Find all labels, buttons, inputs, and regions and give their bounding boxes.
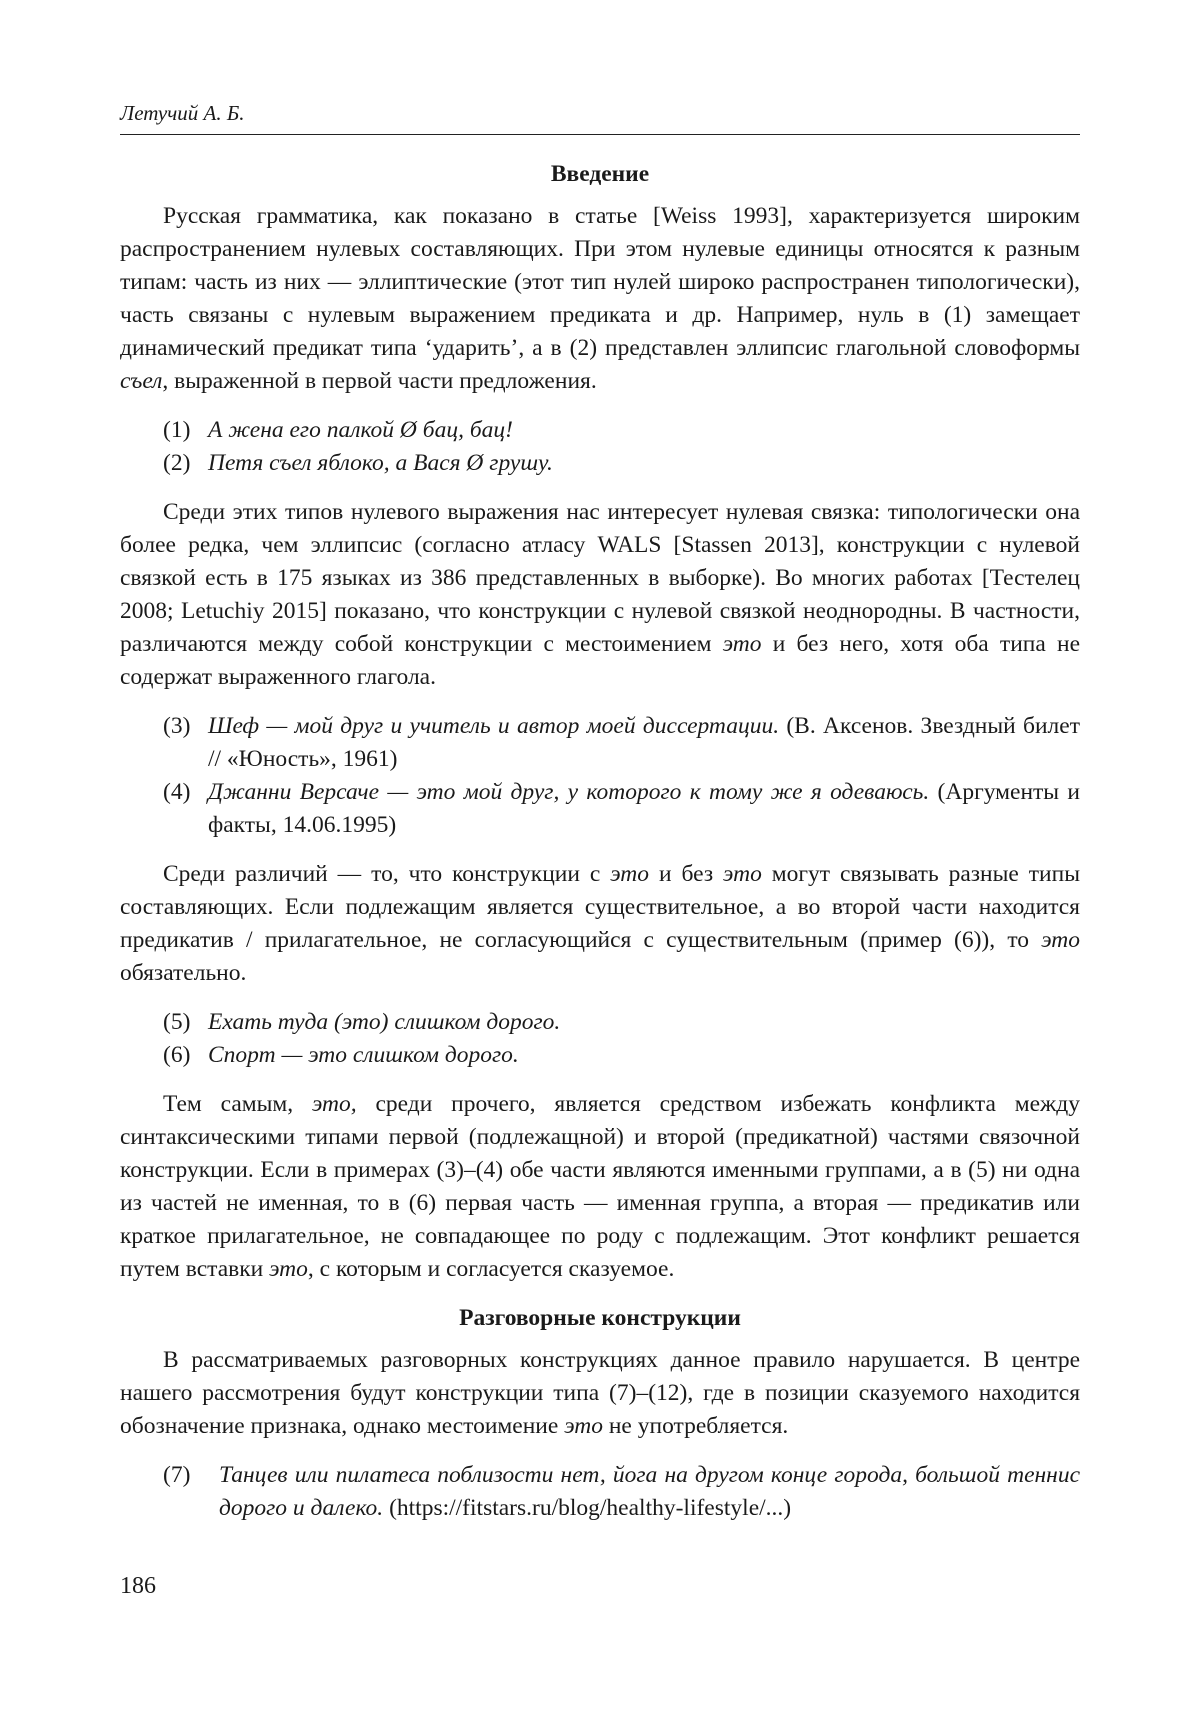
example-number: (4) xyxy=(163,779,191,805)
example-text: Спорт — это слишком дорого. xyxy=(208,1042,519,1068)
example-number: (5) xyxy=(163,1009,191,1035)
running-head: Летучий А. Б. xyxy=(120,101,245,125)
section-title-intro: Введение xyxy=(550,161,650,187)
example-number: (2) xyxy=(163,450,191,476)
example-2 xyxy=(120,447,1080,480)
example-3 xyxy=(120,710,1080,776)
example-text: Шеф — мой друг и учитель и автор моей диссертации. xyxy=(208,713,780,739)
example-7 xyxy=(120,1459,1080,1525)
example-text: Ехать туда (это) слишком дорого. xyxy=(208,1009,561,1035)
example-text: Петя съел яблоко, а Вася Ø грушу. xyxy=(208,450,553,476)
page-body xyxy=(120,158,1080,1525)
example-text: Танцев или пилатеса поблизости нет, йога на другом конце города, большой теннис дорого и далеко. xyxy=(219,1462,1080,1521)
paragraph-colloquial-1: В рассматриваемых разговорных конструкциях данное правило нарушается. В центре нашего рассмотрения будут конструкции типа (7)–(12), где в позиции сказуемого находится обозначение признака, однако местоимение это не употребляется. xyxy=(120,1347,1080,1439)
example-5 xyxy=(120,1006,1080,1039)
paragraph-intro-1: Русская грамматика, как показано в статье [Weiss 1993], характеризуется широким распространением нулевых составляющих. При этом нулевые единицы относятся к разным типам: часть из них — эллиптические (этот тип нулей широко распространен типологически), часть связаны с нулевым выражением предиката и др. Например, нуль в (1) замещает динамический предикат типа ‘ударить’, а в (2) представлен эллипсис глагольной словоформы съел, выраженной в первой части предложения. xyxy=(120,203,1080,394)
example-source: (https://fitstars.ru/blog/healthy-lifestyle/...) xyxy=(383,1495,792,1521)
example-1 xyxy=(120,414,1080,447)
section-title-colloquial: Разговорные конструкции xyxy=(459,1305,741,1331)
example-text: А жена его палкой Ø бац, бац! xyxy=(208,417,513,443)
example-number: (3) xyxy=(163,713,191,739)
paragraph-intro-3: Среди различий — то, что конструкции с это и без это могут связывать разные типы составляющих. Если подлежащим является существительное, а во второй части находится предикатив / прилагательное, не согласующийся с существительным (пример (6)), то это обязательно. xyxy=(120,861,1080,986)
header-rule xyxy=(120,134,1080,135)
paragraph-intro-4: Тем самым, это, среди прочего, является средством избежать конфликта между синтаксическими типами первой (подлежащной) и второй (предикатной) частями связочной конструкции. Если в примерах (3)–(4) обе части являются именными группами, а в (5) ни одна из частей не именная, то в (6) первая часть — именная группа, а вторая — предикатив или краткое прилагательное, не совпадающее по роду с подлежащим. Этот конфликт решается путем вставки это, с которым и согласуется сказуемое. xyxy=(120,1091,1080,1282)
example-number: (7) xyxy=(163,1462,191,1488)
example-source: (Аргументы и факты, 14.06.1995) xyxy=(208,779,1080,838)
example-source: (В. Аксенов. Звездный билет // «Юность», 1961) xyxy=(208,713,1080,772)
example-text: Джанни Версаче — это мой друг, у которого к тому же я одеваюсь. xyxy=(208,779,930,805)
example-number: (1) xyxy=(163,417,191,443)
example-4 xyxy=(120,776,1080,842)
paragraph-intro-2: Среди этих типов нулевого выражения нас интересует нулевая связка: типологически она более редка, чем эллипсис (согласно атласу WALS [Stassen 2013], конструкции с нулевой связкой есть в 175 языках из 386 представленных в выборке). Во многих работах [Тестелец 2008; Letuchiy 2015] показано, что конструкции с нулевой связкой неоднородны. В частности, различаются между собой конструкции с местоимением это и без него, хотя оба типа не содержат выраженного глагола. xyxy=(120,499,1080,690)
example-6 xyxy=(120,1039,1080,1072)
example-number: (6) xyxy=(163,1042,191,1068)
page-number: 186 xyxy=(120,1573,156,1599)
